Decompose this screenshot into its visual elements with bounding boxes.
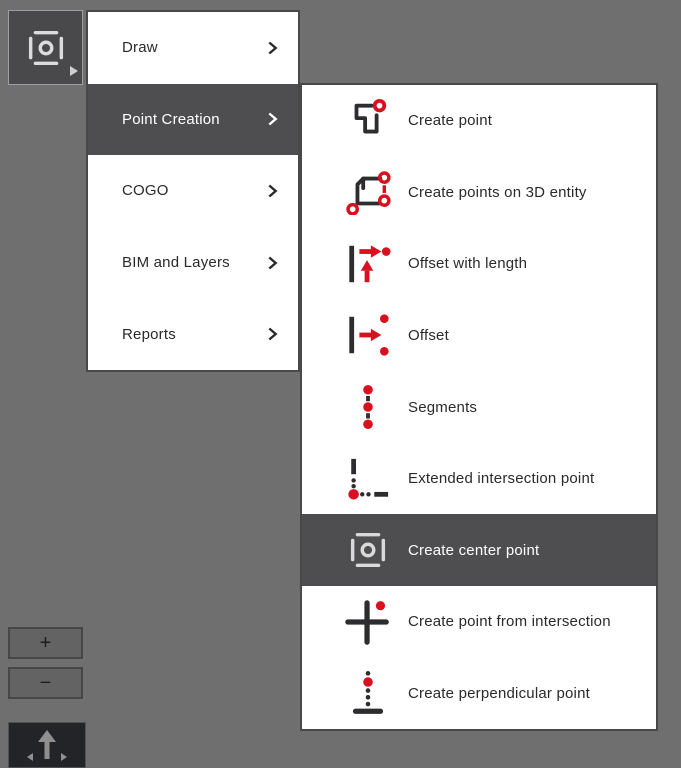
chevron-right-icon [267, 326, 278, 342]
submenu-item-label: Create point from intersection [408, 613, 611, 631]
menu-item-label: Point Creation [122, 110, 220, 128]
submenu-item-create-perpendicular-point[interactable] [302, 658, 656, 730]
menu-item-label: Draw [122, 39, 158, 57]
submenu-item-label: Extended intersection point [408, 470, 595, 488]
create-point-icon [345, 98, 391, 144]
submenu-arrow-icon [70, 66, 78, 76]
menu-item-bim-and-layers[interactable] [88, 227, 298, 299]
zoom-out-button[interactable] [8, 667, 83, 699]
submenu-item-icon-wrap [344, 168, 392, 216]
zoom-in-button[interactable] [8, 627, 83, 659]
menu-item-reports[interactable] [88, 298, 298, 370]
submenu-item-label: Create perpendicular point [408, 684, 590, 702]
submenu-item-label: Create center point [408, 541, 540, 559]
submenu-item-icon-wrap [344, 240, 392, 288]
chevron-right-icon [267, 255, 278, 271]
pan-button[interactable] [8, 722, 86, 768]
launcher-button[interactable] [8, 10, 83, 85]
menu-item-draw[interactable] [88, 12, 298, 84]
submenu-item-icon-wrap [344, 526, 392, 574]
plus-icon: + [39, 632, 52, 654]
menu-item-label: COGO [122, 182, 169, 200]
submenu-item-icon-wrap [344, 598, 392, 646]
chevron-right-icon [267, 111, 278, 127]
submenu-item-offset-with-length[interactable] [302, 228, 656, 300]
submenu-item-icon-wrap [344, 97, 392, 145]
offset-icon [345, 312, 391, 358]
chevron-right-icon [267, 40, 278, 56]
submenu-item-icon-wrap [344, 383, 392, 431]
submenu-item-segments[interactable] [302, 371, 656, 443]
submenu-item-icon-wrap [344, 311, 392, 359]
submenu-item-offset[interactable] [302, 300, 656, 372]
submenu-item-create-points-on-3d-entity[interactable] [302, 157, 656, 229]
segments-icon [345, 384, 391, 430]
minus-icon: − [39, 672, 52, 694]
point-from-intersection-icon [345, 599, 391, 645]
points-on-3d-entity-icon [345, 169, 391, 215]
perpendicular-point-icon [345, 670, 391, 716]
offset-with-length-icon [345, 241, 391, 287]
submenu-item-label: Create points on 3D entity [408, 183, 587, 201]
chevron-right-icon [267, 183, 278, 199]
extended-intersection-point-icon [345, 456, 391, 502]
submenu-item-label: Segments [408, 398, 478, 416]
menu-item-point-creation[interactable] [88, 84, 298, 156]
pan-up-arrow-icon [21, 728, 73, 762]
menu-item-label: Reports [122, 325, 176, 343]
point-creation-submenu-panel [300, 83, 658, 731]
submenu-item-create-point[interactable] [302, 85, 656, 157]
submenu-item-label: Offset [408, 326, 449, 344]
submenu-item-icon-wrap [344, 455, 392, 503]
menu-item-label: BIM and Layers [122, 254, 230, 272]
submenu-item-create-point-from-intersection[interactable] [302, 586, 656, 658]
center-point-icon [23, 25, 69, 71]
submenu-item-create-center-point[interactable] [302, 514, 656, 586]
center-point-icon [345, 527, 391, 573]
submenu-item-icon-wrap [344, 669, 392, 717]
draw-menu-panel [86, 10, 300, 372]
submenu-item-label: Offset with length [408, 255, 528, 273]
submenu-item-extended-intersection-point[interactable] [302, 443, 656, 515]
submenu-item-label: Create point [408, 112, 493, 130]
menu-item-cogo[interactable] [88, 155, 298, 227]
